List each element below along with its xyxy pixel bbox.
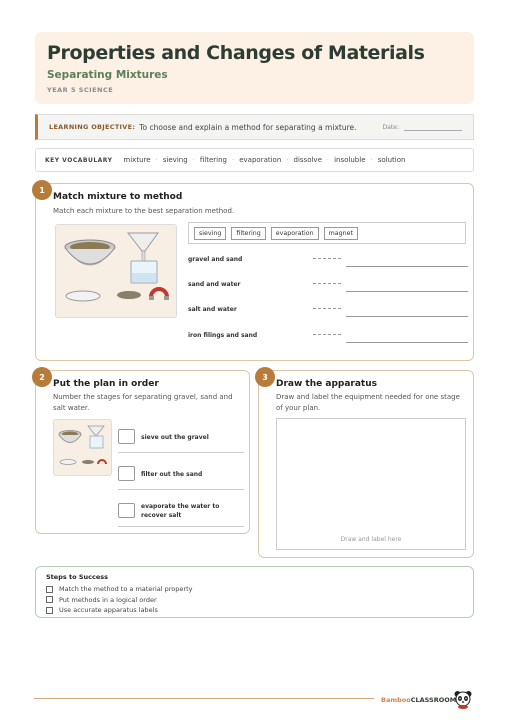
answer-line[interactable] xyxy=(346,291,468,292)
mixture-label: iron filings and sand xyxy=(188,332,258,339)
task-3-title: Draw the apparatus xyxy=(276,379,377,389)
page-title: Properties and Changes of Materials xyxy=(47,42,425,64)
panda-mascot-icon xyxy=(453,689,473,709)
criterion-label: Put methods in a logical order xyxy=(59,595,157,604)
method-chip[interactable]: filtering xyxy=(231,227,265,240)
plan-step xyxy=(118,501,244,527)
brand-name-part2: CLASSROOM xyxy=(410,696,457,704)
vocab-word: filtering xyxy=(199,156,227,164)
drawing-hint: Draw and label here xyxy=(340,536,402,543)
task-2-number-badge: 2 xyxy=(32,367,52,387)
vocab-label: KEY VOCABULARY xyxy=(45,156,113,164)
task-2-title: Put the plan in order xyxy=(53,379,159,389)
task-1-instruction: Match each mixture to the best separation method. xyxy=(53,207,235,215)
match-row xyxy=(188,281,468,295)
answer-line[interactable] xyxy=(346,342,468,343)
drawing-area[interactable] xyxy=(276,418,466,550)
criterion-checkbox[interactable] xyxy=(46,586,53,593)
task-3-instruction: Draw and label the equipment needed for one stage of your plan. xyxy=(276,393,460,412)
match-connector xyxy=(313,283,341,284)
step-label: sieve out the gravel xyxy=(141,434,209,441)
plan-step xyxy=(118,427,244,453)
criterion-label: Use accurate apparatus labels xyxy=(59,606,158,615)
separation-apparatus-illustration xyxy=(55,224,177,318)
objective-label: LEARNING OBJECTIVE: xyxy=(49,123,136,131)
brand-logo-text xyxy=(381,696,456,704)
match-row xyxy=(188,332,468,346)
plan-step xyxy=(118,464,244,490)
task-1-title: Match mixture to method xyxy=(53,192,183,202)
mixture-label: sand and water xyxy=(188,281,241,288)
task-3-number-badge: 3 xyxy=(255,367,275,387)
match-row xyxy=(188,256,468,270)
criterion-checkbox[interactable] xyxy=(46,607,53,614)
match-connector xyxy=(313,308,341,309)
vocab-word: solution xyxy=(377,156,406,164)
step-number-box[interactable] xyxy=(118,429,135,444)
footer-divider xyxy=(34,698,374,699)
match-row xyxy=(188,306,468,320)
match-connector xyxy=(313,334,341,335)
method-chip[interactable]: magnet xyxy=(324,227,358,240)
vocab-word: dissolve xyxy=(293,156,322,164)
year-label: YEAR 5 SCIENCE xyxy=(47,86,114,94)
step-number-box[interactable] xyxy=(118,503,135,518)
success-criterion xyxy=(46,605,463,616)
task-3-panel xyxy=(258,370,474,558)
method-chip[interactable]: evaporation xyxy=(271,227,319,240)
vocab-word: mixture xyxy=(123,156,151,164)
mixture-label: gravel and sand xyxy=(188,256,243,263)
task-2-instruction: Number the stages for separating gravel, sand and salt water. xyxy=(53,393,233,412)
task-2-panel xyxy=(35,370,250,534)
apparatus-illustration-icon xyxy=(56,225,177,318)
answer-line[interactable] xyxy=(346,316,468,317)
worksheet-header xyxy=(35,32,474,104)
step-label: evaporate the water to recover salt xyxy=(141,503,220,519)
match-connector xyxy=(313,258,341,259)
date-label: Date: xyxy=(382,123,399,131)
learning-objective-bar xyxy=(35,114,474,140)
plan-illustration xyxy=(53,419,112,476)
brand-name-part1: Bamboo xyxy=(381,696,411,704)
method-chip[interactable]: sieving xyxy=(194,227,226,240)
success-criterion xyxy=(46,595,463,606)
step-number-box[interactable] xyxy=(118,466,135,481)
mixture-label: salt and water xyxy=(188,306,237,313)
method-word-bank xyxy=(188,222,466,244)
vocab-word: sieving xyxy=(162,156,188,164)
date-field[interactable] xyxy=(404,123,462,131)
steps-to-success-box xyxy=(35,566,474,618)
criterion-label: Match the method to a material property xyxy=(59,585,193,594)
key-vocabulary-bar: KEY VOCABULARY mixture · sieving · filtering · evaporation · dissolve · insoluble · solution xyxy=(35,148,474,172)
answer-line[interactable] xyxy=(346,266,468,267)
step-label: filter out the sand xyxy=(141,471,203,478)
plan-apparatus-icon xyxy=(54,420,112,476)
vocab-word: insoluble xyxy=(334,156,366,164)
task-1-panel xyxy=(35,183,474,361)
task-1-number-badge: 1 xyxy=(32,180,52,200)
objective-text: To choose and explain a method for separating a mixture. xyxy=(139,122,357,132)
criterion-checkbox[interactable] xyxy=(46,596,53,603)
page-subtitle: Separating Mixtures xyxy=(47,69,168,81)
vocab-word: evaporation xyxy=(239,156,282,164)
success-title: Steps to Success xyxy=(46,573,108,581)
success-criterion xyxy=(46,584,463,595)
